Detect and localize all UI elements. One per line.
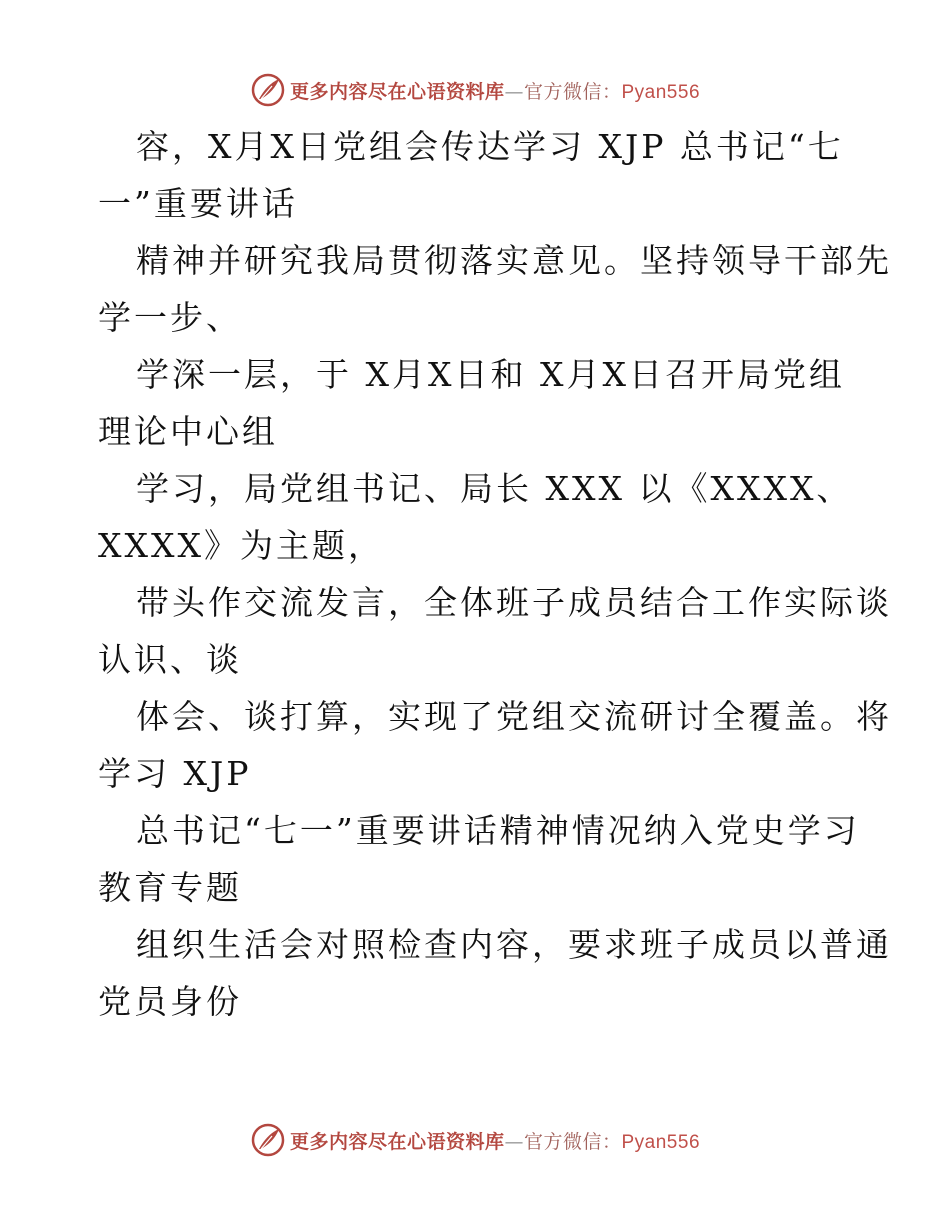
body-line: 容，X月X日党组会传达学习 XJP 总书记“七 — [136, 127, 844, 166]
body-line: 认识、谈 — [98, 640, 242, 679]
watermark-dash: — — [504, 80, 524, 103]
feather-pen-icon — [250, 72, 286, 108]
watermark-slogan: 更多内容尽在心语资料库 — [289, 80, 505, 103]
watermark-text — [290, 77, 700, 104]
watermark-wechat-label: 官方微信： — [523, 80, 622, 103]
watermark-text — [290, 1127, 700, 1154]
feather-pen-icon — [250, 1122, 286, 1158]
body-line: XXXX》为主题， — [98, 526, 384, 565]
body-line: 教育专题 — [98, 868, 242, 907]
watermark-wechat-id: Pyan556 — [621, 81, 701, 103]
body-line: 体会、谈打算，实现了党组交流研讨全覆盖。将 — [136, 697, 892, 736]
body-line: 党员身份 — [98, 982, 242, 1021]
body-line: 学习，局党组书记、局长 XXX 以《XXXX、 — [136, 469, 853, 508]
body-line: 学习 XJP — [98, 754, 252, 793]
body-line: 总书记“七一”重要讲话精神情况纳入党史学习 — [136, 811, 860, 850]
body-line: 学一步、 — [98, 298, 242, 337]
footer-watermark — [0, 1120, 950, 1160]
watermark-dash: — — [504, 1130, 524, 1153]
watermark-wechat-id: Pyan556 — [621, 1131, 701, 1153]
document-body — [98, 118, 892, 1030]
watermark-slogan: 更多内容尽在心语资料库 — [289, 1130, 505, 1153]
header-watermark — [0, 70, 950, 110]
body-line: 组织生活会对照检查内容，要求班子成员以普通 — [136, 925, 892, 964]
body-line: 学深一层，于 X月X日和 X月X日召开局党组 — [136, 355, 845, 394]
body-line: 一”重要讲话 — [98, 184, 298, 223]
watermark-wechat-label: 官方微信： — [523, 1130, 622, 1153]
body-line: 精神并研究我局贯彻落实意见。坚持领导干部先 — [136, 241, 892, 280]
body-line: 带头作交流发言，全体班子成员结合工作实际谈 — [136, 583, 892, 622]
body-line: 理论中心组 — [98, 412, 278, 451]
